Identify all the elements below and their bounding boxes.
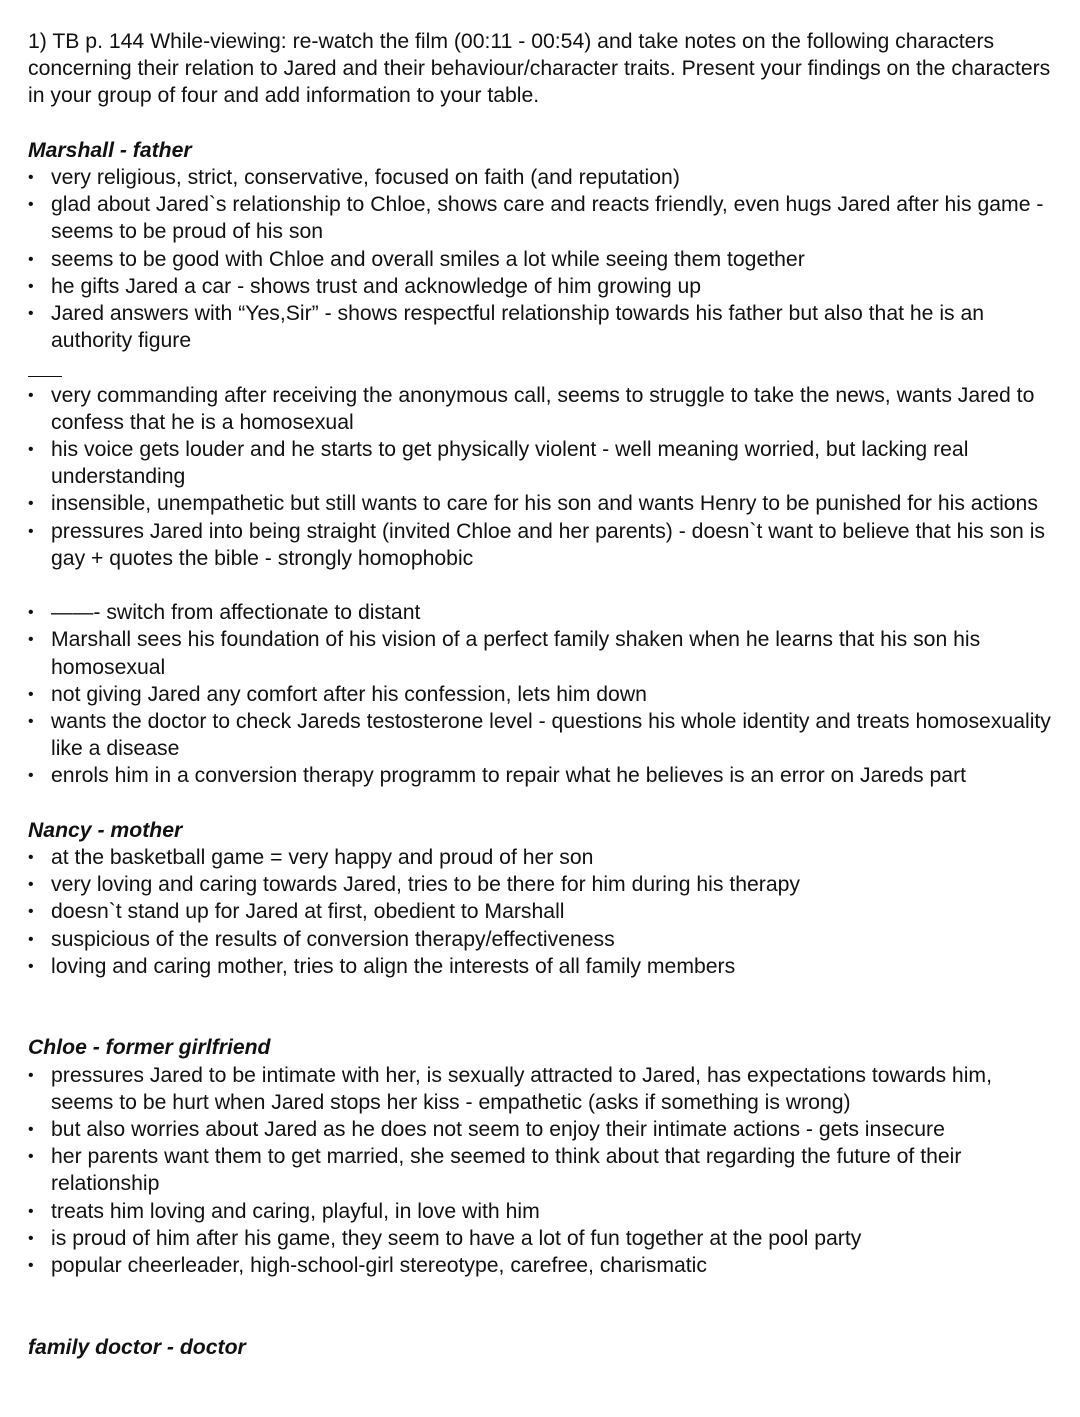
intro-paragraph: 1) TB p. 144 While-viewing: re-watch the film (00:11 - 00:54) and take notes on the following characters concerning their relation to Jared and their behaviour/character traits. Present your findings on the characters in your group of four and add information to your table. <box>28 30 1051 108</box>
list-item: • suspicious of the results of conversion therapy/effectiveness <box>28 926 1058 953</box>
list-item: • glad about Jared`s relationship to Chloe, shows care and reacts friendly, even hugs Jared after his game - seems to be proud of his son <box>28 191 1058 245</box>
spacer <box>28 980 1058 1034</box>
list-item: • wants the doctor to check Jareds testosterone level - questions his whole identity and treats homosexuality like a disease <box>28 708 1058 762</box>
list-item: • very loving and caring towards Jared, tries to be there for him during his therapy <box>28 871 1058 898</box>
list-item: • popular cheerleader, high-school-girl stereotype, carefree, charismatic <box>28 1252 1058 1279</box>
separator-line <box>28 354 1058 381</box>
marshall-list-3 <box>28 599 1058 789</box>
nancy-heading: Nancy - mother <box>28 818 183 842</box>
marshall-heading: Marshall - father <box>28 138 192 162</box>
marshall-list-2 <box>28 382 1058 572</box>
spacer <box>28 790 1058 817</box>
chloe-heading: Chloe - former girlfriend <box>28 1036 271 1060</box>
list-item: • insensible, unempathetic but still wants to care for his son and wants Henry to be punished for his actions <box>28 490 1058 517</box>
list-item: • doesn`t stand up for Jared at first, obedient to Marshall <box>28 898 1058 925</box>
list-item: • very religious, strict, conservative, focused on faith (and reputation) <box>28 164 1058 191</box>
spacer <box>28 572 1058 599</box>
list-item: • his voice gets louder and he starts to get physically violent - well meaning worried, but lacking real understanding <box>28 436 1058 490</box>
chloe-list <box>28 1062 1058 1280</box>
list-item: • at the basketball game = very happy and proud of her son <box>28 844 1058 871</box>
list-item: • her parents want them to get married, she seemed to think about that regarding the future of their relationship <box>28 1143 1058 1197</box>
list-item: • but also worries about Jared as he does not seem to enjoy their intimate actions - gets insecure <box>28 1116 1058 1143</box>
list-item: • enrols him in a conversion therapy programm to repair what he believes is an error on Jareds part <box>28 762 1058 789</box>
list-item: • ——- switch from affectionate to distant <box>28 599 1058 626</box>
list-item: • treats him loving and caring, playful, in love with him <box>28 1198 1058 1225</box>
list-item: • Jared answers with “Yes,Sir” - shows respectful relationship towards his father but also that he is an authority figure <box>28 300 1058 354</box>
marshall-list-1 <box>28 164 1058 354</box>
list-item: • very commanding after receiving the anonymous call, seems to struggle to take the news, wants Jared to confess that he is a homosexual <box>28 382 1058 436</box>
list-item: • not giving Jared any comfort after his confession, lets him down <box>28 681 1058 708</box>
list-item: • he gifts Jared a car - shows trust and acknowledge of him growing up <box>28 273 1058 300</box>
document-page <box>28 28 1058 1361</box>
spacer <box>28 1279 1058 1333</box>
list-item: • is proud of him after his game, they seem to have a lot of fun together at the pool party <box>28 1225 1058 1252</box>
doctor-heading: family doctor - doctor <box>28 1335 246 1359</box>
list-item: • pressures Jared into being straight (invited Chloe and her parents) - doesn`t want to believe that his son is gay + quotes the bible - strongly homophobic <box>28 518 1058 572</box>
list-item: • seems to be good with Chloe and overall smiles a lot while seeing them together <box>28 246 1058 273</box>
list-item: • pressures Jared to be intimate with her, is sexually attracted to Jared, has expectations towards him, seems to be hurt when Jared stops her kiss - empathetic (asks if something is wrong) <box>28 1062 1058 1116</box>
list-item: • Marshall sees his foundation of his vision of a perfect family shaken when he learns that his son his homosexual <box>28 626 1058 680</box>
list-item: • loving and caring mother, tries to align the interests of all family members <box>28 953 1058 980</box>
nancy-list <box>28 844 1058 980</box>
